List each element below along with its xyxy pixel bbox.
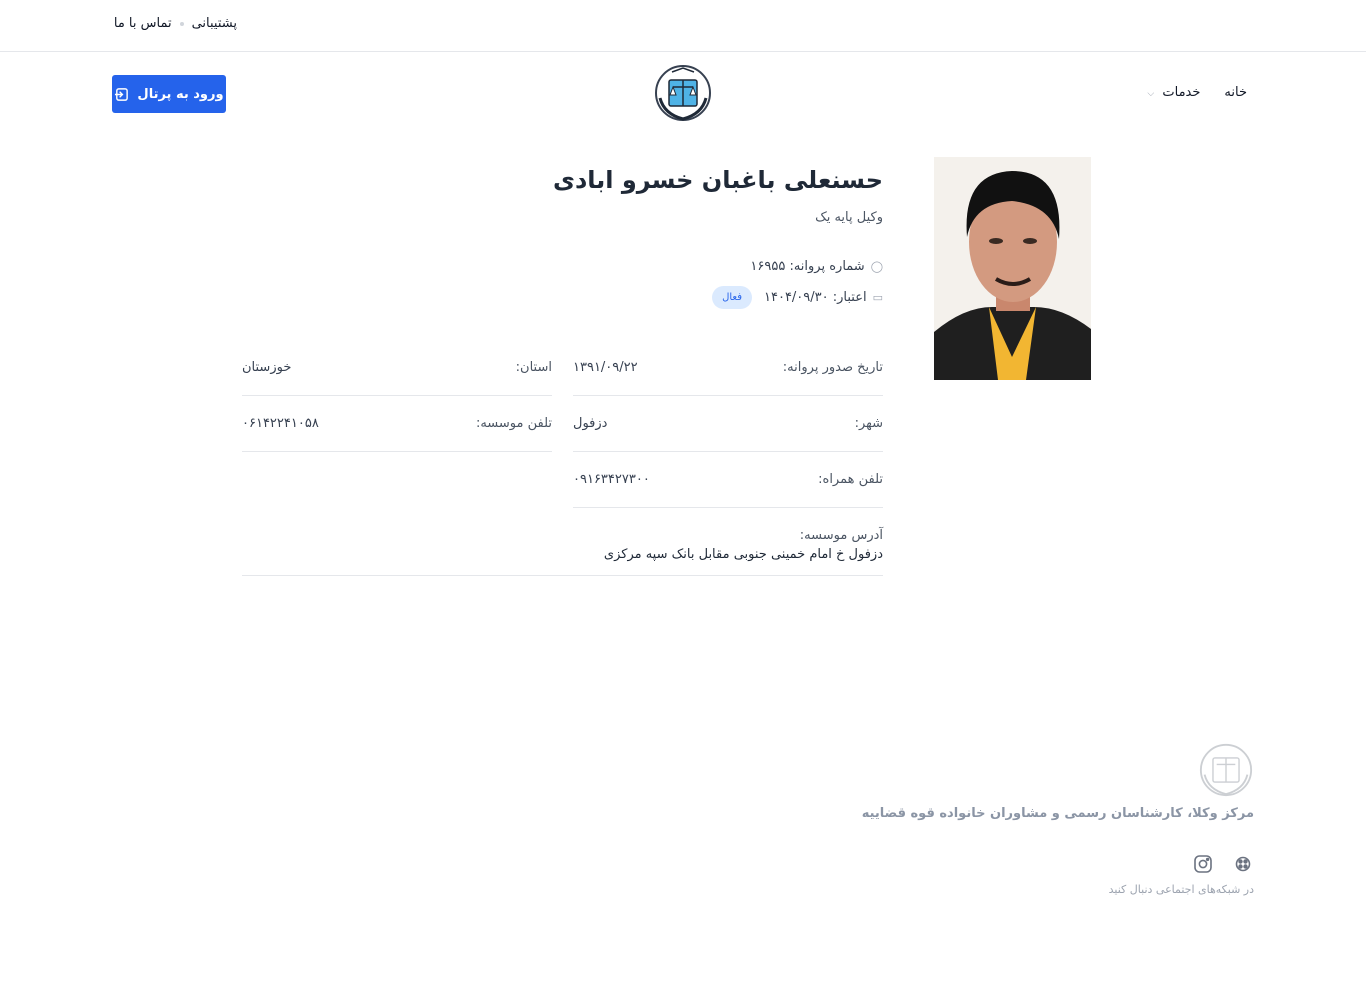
lawyer-title: وکیل پایه یک: [815, 210, 883, 225]
footer-logo: [1199, 743, 1253, 797]
issue-date-label: تاریخ صدور پروانه:: [782, 360, 883, 375]
city-label: شهر:: [854, 416, 883, 431]
footer-org-name: مرکز وکلا، کارشناسان رسمی و مشاوران خانواده قوه قضاییه: [861, 806, 1254, 821]
city-value: دزفول: [573, 416, 608, 431]
office-phone-field: [242, 396, 552, 452]
portal-login-label: ورود به پرتال: [137, 86, 224, 102]
license-number-text: شماره پروانه: ۱۶۹۵۵: [750, 259, 865, 274]
province-field: [242, 340, 552, 396]
main-nav: [1147, 85, 1247, 100]
lawyer-name: حسنعلی باغبان خسرو ابادی: [552, 166, 883, 194]
support-link[interactable]: پشتیبانی: [191, 16, 237, 31]
mobile-field: [573, 452, 883, 508]
nav-services[interactable]: [1147, 85, 1200, 100]
address-label: آدرس موسسه:: [799, 528, 883, 543]
mobile-label: تلفن همراه:: [818, 472, 883, 487]
license-validity: [712, 286, 883, 309]
judiciary-logo[interactable]: [654, 64, 712, 122]
address-field: [242, 520, 883, 576]
calendar-icon: ▭: [872, 291, 883, 304]
lawyer-photo: [934, 157, 1091, 380]
aparat-icon[interactable]: [1232, 853, 1254, 875]
contact-link[interactable]: تماس با ما: [113, 16, 172, 31]
nav-home[interactable]: خانه: [1224, 85, 1247, 100]
social-links: [1192, 853, 1254, 875]
nav-services-label: خدمات: [1162, 85, 1201, 100]
address-value: دزفول خ امام خمینی جنوبی مقابل بانک سپه مرکزی: [603, 547, 883, 562]
portal-login-button[interactable]: [112, 75, 226, 113]
follow-social-text: در شبکه‌های اجتماعی دنبال کنید: [1108, 883, 1254, 896]
office-phone-value[interactable]: ۰۶۱۴۲۲۴۱۰۵۸: [242, 416, 319, 431]
instagram-icon[interactable]: [1192, 853, 1214, 875]
check-circle-icon: ◯: [870, 260, 883, 273]
province-label: استان:: [515, 360, 552, 375]
city-field: [573, 396, 883, 452]
top-bar: [0, 0, 1366, 52]
license-number: [750, 259, 883, 274]
chevron-down-icon: ⌵: [1147, 89, 1155, 99]
issue-date-field: [573, 340, 883, 396]
validity-text: اعتبار: ۱۴۰۴/۰۹/۳۰: [764, 290, 867, 305]
province-value: خوزستان: [242, 360, 292, 375]
issue-date-value: ۱۳۹۱/۰۹/۲۲: [573, 360, 638, 375]
status-badge: فعال: [712, 286, 752, 309]
office-phone-label: تلفن موسسه:: [475, 416, 552, 431]
login-icon: [114, 87, 129, 102]
mobile-value[interactable]: ۰۹۱۶۳۴۲۷۳۰۰: [573, 472, 650, 487]
separator-dot: [180, 22, 184, 26]
top-links: [114, 16, 237, 31]
header: [0, 52, 1366, 136]
